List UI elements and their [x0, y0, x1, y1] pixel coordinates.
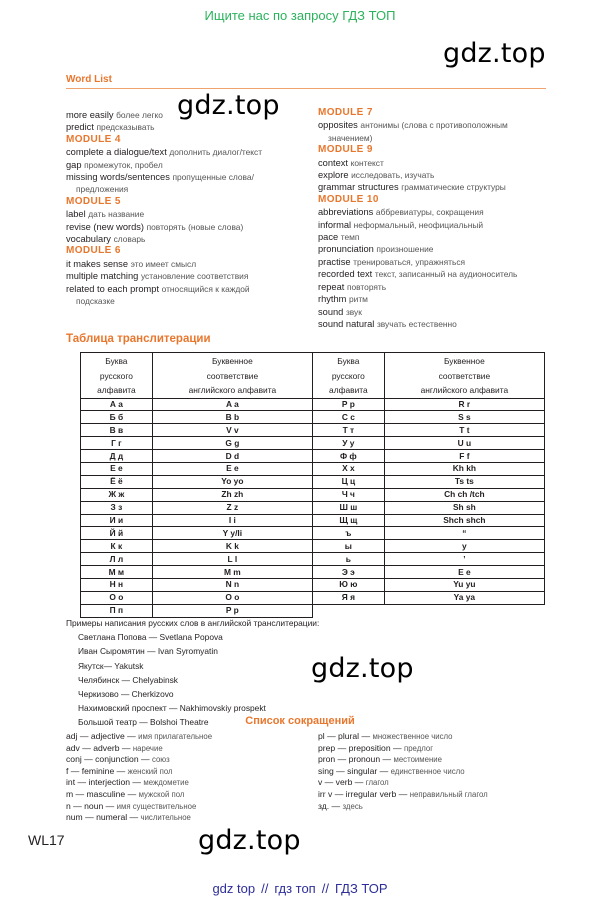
abbreviation-term: pron — pronoun —	[318, 754, 392, 765]
abbreviation-meaning: числительное	[140, 813, 191, 823]
table-cell: И и	[81, 514, 153, 527]
module-heading: MODULE 10	[318, 193, 379, 205]
table-cell: R r	[384, 398, 544, 411]
word-entry	[318, 181, 558, 193]
word-translation: повторять (новые слова)	[146, 221, 244, 232]
word-entry	[318, 119, 558, 144]
word-english: opposites	[318, 120, 358, 131]
table-cell: А а	[81, 398, 153, 411]
abbreviation-term: irr v — irregular verb —	[318, 788, 408, 799]
example-item: Нахимовский проспект — Nakhimovskiy prospekt	[78, 703, 266, 714]
abbreviation-entry	[66, 731, 212, 743]
promo-banner-bottom[interactable]	[0, 881, 600, 896]
abbreviation-term: num — numeral —	[66, 812, 139, 823]
abbreviation-entry	[66, 789, 212, 801]
table-cell: Л л	[81, 553, 153, 566]
abbreviation-meaning: междометие	[143, 778, 189, 788]
table-cell: К к	[81, 540, 153, 553]
table-cell: У у	[312, 437, 384, 450]
word-entry	[318, 243, 558, 255]
word-list-right-column	[318, 107, 558, 330]
word-translation: произношение	[376, 244, 434, 255]
table-header-cell	[152, 353, 312, 399]
abbreviation-term: зд. —	[318, 800, 341, 811]
translit-table	[80, 352, 545, 618]
table-cell: О о	[81, 591, 153, 604]
table-cell: Shch shch	[384, 514, 544, 527]
example-item: Якутск— Yakutsk	[78, 660, 144, 671]
word-english: pace	[318, 232, 339, 243]
word-english: sound	[318, 306, 344, 317]
abbreviation-term: pl — plural —	[318, 731, 371, 741]
table-cell: ы	[312, 540, 384, 553]
abbreviation-meaning: единственное число	[390, 766, 465, 776]
header-line: русского	[99, 370, 133, 381]
module-heading: MODULE 6	[66, 245, 121, 257]
abbreviation-entry	[66, 743, 212, 755]
word-translation: это имеет смысл	[130, 258, 197, 269]
module-heading: MODULE 9	[318, 144, 373, 156]
header-line: английского алфавита	[188, 385, 277, 395]
word-english: informal	[318, 219, 352, 230]
word-translation: неформальный, неофициальный	[353, 219, 484, 230]
translit-table-title: Таблица транслитерации	[66, 333, 211, 345]
word-english: label	[66, 209, 86, 220]
abbreviation-term: f — feminine —	[66, 765, 126, 776]
table-cell: Ч ч	[312, 488, 384, 501]
abbreviation-meaning: множественное число	[372, 732, 453, 741]
table-cell: Т т	[312, 424, 384, 437]
example-item: Иван Сыромятин — Ivan Syromyatin	[78, 646, 218, 657]
word-english: missing words/sentences	[66, 172, 170, 183]
header-line: алфавита	[329, 385, 368, 395]
abbreviation-entry	[66, 812, 212, 824]
word-translation-cont: значением)	[328, 132, 373, 143]
example-item: Черкизово — Cherkizovo	[78, 689, 174, 700]
word-translation: словарь	[113, 234, 146, 245]
abbreviation-meaning: предлог	[403, 743, 434, 753]
header-line: соответствие	[206, 370, 259, 381]
module-heading: MODULE 4	[66, 133, 121, 145]
word-entry	[318, 318, 558, 330]
table-cell: F f	[384, 450, 544, 463]
watermark: gdz.top	[443, 38, 546, 69]
table-cell: O o	[152, 591, 312, 604]
word-english: more easily	[66, 110, 114, 120]
abbreviation-meaning: имя существительное	[116, 801, 197, 811]
word-english: abbreviations	[318, 207, 374, 218]
abbreviation-entry	[66, 754, 212, 766]
table-cell: ъ	[312, 527, 384, 540]
word-translation: звук	[345, 306, 362, 317]
word-translation: тренироваться, упражняться	[353, 256, 466, 267]
table-cell: U u	[384, 437, 544, 450]
table-cell: Ts ts	[384, 475, 544, 488]
word-translation: дополнить диалог/текст	[169, 147, 263, 158]
header-line: Буква	[337, 356, 360, 366]
word-english: grammar structures	[318, 182, 399, 193]
word-english: it makes sense	[66, 258, 129, 269]
header-line: Буква	[105, 356, 128, 366]
header-line: соответствие	[438, 370, 491, 381]
table-row	[81, 398, 545, 411]
word-translation: повторять	[346, 281, 387, 292]
abbreviation-entry	[318, 743, 488, 755]
table-cell: N n	[152, 578, 312, 591]
word-entry	[66, 146, 316, 158]
table-cell: М м	[81, 566, 153, 579]
table-cell: Ё ё	[81, 475, 153, 488]
table-cell: Kh kh	[384, 462, 544, 475]
word-entry	[318, 268, 558, 280]
table-cell: Ch ch /tch	[384, 488, 544, 501]
table-cell: Щ щ	[312, 514, 384, 527]
watermark: gdz.top	[311, 653, 414, 684]
table-cell: “	[384, 527, 544, 540]
abbreviation-meaning: местоимение	[393, 755, 442, 765]
word-translation: пропущенные слова/	[172, 172, 254, 183]
abbreviation-entry	[318, 789, 488, 801]
word-english: revise (new words)	[66, 221, 145, 232]
table-cell: Х х	[312, 462, 384, 475]
word-translation: темп	[340, 232, 360, 243]
table-cell: Ф ф	[312, 450, 384, 463]
promo-link[interactable]: гдз топ	[274, 881, 316, 896]
word-entry	[66, 208, 316, 220]
abbreviation-meaning: имя прилагательное	[138, 732, 213, 741]
abbreviations-left	[66, 731, 212, 824]
table-cell: I i	[152, 514, 312, 527]
table-cell: P p	[152, 604, 312, 617]
abbreviation-meaning: наречие	[132, 743, 163, 753]
table-header-cell	[384, 353, 544, 399]
abbreviation-term: v — verb —	[318, 777, 364, 788]
table-cell: E e	[152, 462, 312, 475]
word-translation: предсказывать	[96, 122, 155, 133]
abbreviation-term: n — noun —	[66, 800, 115, 811]
promo-banner-top[interactable]: Ищите нас по запросу ГДЗ ТОП	[204, 8, 396, 23]
translit-examples	[66, 616, 319, 730]
word-entry	[318, 293, 558, 305]
word-translation: промежуток, пробел	[84, 159, 163, 170]
abbreviation-term: adv — adverb —	[66, 742, 131, 753]
word-entry	[318, 157, 558, 169]
example-item: Большой театр — Bolshoi Theatre	[78, 717, 209, 728]
word-english: repeat	[318, 281, 345, 292]
word-translation-cont: предложения	[76, 184, 129, 195]
table-row	[81, 527, 545, 540]
table-cell: L l	[152, 553, 312, 566]
table-cell: Е е	[81, 462, 153, 475]
word-entry	[318, 306, 558, 318]
table-cell: Б б	[81, 411, 153, 424]
example-item: Светлана Попова — Svetlana Popova	[78, 632, 223, 643]
header-line: английского алфавита	[420, 385, 509, 395]
abbreviations-right	[318, 731, 488, 812]
abbreviation-entry	[66, 766, 212, 778]
promo-link[interactable]: gdz top	[212, 881, 256, 896]
word-list-heading: Word List	[66, 74, 112, 85]
abbreviation-term: int — interjection —	[66, 777, 141, 788]
table-row	[81, 514, 545, 527]
abbreviation-meaning: неправильный глагол	[409, 789, 488, 799]
table-cell: A a	[152, 398, 312, 411]
table-cell: Z z	[152, 501, 312, 514]
table-cell: G g	[152, 437, 312, 450]
table-cell: Э э	[312, 566, 384, 579]
word-english: recorded text	[318, 269, 373, 280]
word-translation: ритм	[349, 294, 368, 305]
table-cell: Sh sh	[384, 501, 544, 514]
promo-link[interactable]: ГДЗ ТОР	[334, 881, 388, 896]
table-cell: Г г	[81, 437, 153, 450]
word-translation: грамматические структуры	[401, 182, 506, 193]
watermark: gdz.top	[198, 825, 301, 856]
word-translation: установление соответствия	[140, 271, 249, 282]
table-row	[81, 450, 545, 463]
table-cell: D d	[152, 450, 312, 463]
example-item: Челябинск — Chelyabinsk	[78, 674, 178, 685]
word-entry	[66, 159, 316, 171]
abbreviation-entry	[318, 731, 488, 743]
table-row	[81, 591, 545, 604]
header-line: русского	[331, 370, 365, 381]
promo-separator: //	[261, 881, 269, 896]
abbreviation-term: sing — singular —	[318, 765, 389, 776]
table-row	[81, 566, 545, 579]
abbreviation-entry	[318, 754, 488, 766]
module-heading: MODULE 5	[66, 195, 121, 207]
abbreviation-entry	[66, 801, 212, 813]
table-cell: З з	[81, 501, 153, 514]
abbreviation-term: m — masculine —	[66, 788, 137, 799]
word-entry	[66, 221, 316, 233]
abbreviation-meaning: мужской пол	[138, 789, 185, 799]
abbreviation-meaning: здесь	[342, 801, 363, 811]
abbreviation-term: conj — conjunction —	[66, 754, 150, 765]
table-header-cell	[312, 353, 384, 399]
word-translation: дать название	[88, 209, 145, 220]
table-row	[81, 578, 545, 591]
examples-intro: Примеры написания русских слов в английской транслитерации:	[66, 618, 320, 628]
table-cell: T t	[384, 424, 544, 437]
table-row	[81, 424, 545, 437]
word-english: vocabulary	[66, 234, 111, 245]
word-english: complete a dialogue/text	[66, 147, 167, 158]
word-translation: исследовать, изучать	[351, 170, 435, 181]
word-entry	[66, 233, 316, 245]
table-cell: Ж ж	[81, 488, 153, 501]
word-entry	[318, 206, 558, 218]
word-entry	[66, 258, 316, 270]
word-translation: более легко	[116, 110, 163, 120]
word-english: related to each prompt	[66, 283, 160, 294]
table-cell: С с	[312, 411, 384, 424]
word-entry	[318, 256, 558, 268]
word-translation: текст, записанный на аудионоситель	[374, 269, 518, 280]
table-cell: E e	[384, 566, 544, 579]
word-translation: контекст	[350, 157, 384, 168]
table-row	[81, 462, 545, 475]
table-cell: Ш ш	[312, 501, 384, 514]
table-cell: Ya ya	[384, 591, 544, 604]
word-translation-cont: подсказке	[76, 296, 115, 307]
word-entry	[318, 231, 558, 243]
abbreviation-meaning: глагол	[365, 778, 389, 788]
word-english: practise	[318, 256, 351, 267]
table-cell-empty	[312, 604, 544, 617]
table-row	[81, 540, 545, 553]
table-row	[81, 411, 545, 424]
table-row	[81, 488, 545, 501]
word-english: explore	[318, 170, 349, 181]
word-entry	[66, 121, 316, 133]
word-english: pronunciation	[318, 244, 374, 255]
word-entry	[66, 283, 316, 308]
promo-separator: //	[321, 881, 329, 896]
abbreviation-meaning: союз	[151, 755, 170, 765]
table-cell: Р р	[312, 398, 384, 411]
word-entry	[318, 169, 558, 181]
table-cell: M m	[152, 566, 312, 579]
table-cell: K k	[152, 540, 312, 553]
abbreviation-entry	[318, 801, 488, 813]
word-translation: относящийся к каждой	[161, 283, 250, 294]
word-entry	[318, 281, 558, 293]
word-english: gap	[66, 159, 82, 170]
table-cell: Ц ц	[312, 475, 384, 488]
abbreviations-title: Список сокращений	[245, 715, 355, 727]
word-english: multiple matching	[66, 271, 139, 282]
table-cell: y	[384, 540, 544, 553]
table-cell: Д д	[81, 450, 153, 463]
table-cell: V v	[152, 424, 312, 437]
word-translation: аббревиатуры, сокращения	[375, 207, 484, 218]
table-row	[81, 553, 545, 566]
abbreviation-entry	[318, 766, 488, 778]
abbreviation-term: prep — preposition —	[318, 742, 402, 753]
table-row	[81, 475, 545, 488]
table-cell: Ю ю	[312, 578, 384, 591]
table-cell: Я я	[312, 591, 384, 604]
header-line: Буквенное	[211, 356, 253, 366]
table-row	[81, 501, 545, 514]
word-entry	[66, 270, 316, 282]
table-cell: Zh zh	[152, 488, 312, 501]
table-cell: Yo yo	[152, 475, 312, 488]
module-heading: MODULE 7	[318, 107, 373, 118]
watermark: gdz.top	[177, 90, 280, 121]
table-cell: Й й	[81, 527, 153, 540]
table-cell: Yu yu	[384, 578, 544, 591]
table-cell: П п	[81, 604, 153, 617]
table-header-cell	[81, 353, 153, 399]
word-english: context	[318, 157, 348, 168]
page-number: WL17	[28, 832, 65, 848]
header-line: алфавита	[97, 385, 136, 395]
word-list-left-column	[66, 109, 316, 308]
word-translation: звучать естественно	[376, 318, 457, 329]
abbreviation-entry	[66, 777, 212, 789]
abbreviation-entry	[318, 777, 488, 789]
table-cell: Н н	[81, 578, 153, 591]
word-translation: антонимы (слова с противоположным	[360, 120, 508, 131]
abbreviation-meaning: женский пол	[127, 766, 173, 776]
word-entry	[66, 171, 316, 196]
table-row	[81, 437, 545, 450]
word-english: predict	[66, 122, 94, 133]
table-cell: ь	[312, 553, 384, 566]
table-cell: ’	[384, 553, 544, 566]
table-cell: B b	[152, 411, 312, 424]
table-cell: В в	[81, 424, 153, 437]
header-line: Буквенное	[443, 356, 485, 366]
table-cell: Y y/Ii	[152, 527, 312, 540]
word-english: rhythm	[318, 294, 347, 305]
heading-divider	[66, 88, 546, 89]
word-english: sound natural	[318, 318, 375, 329]
word-entry	[318, 219, 558, 231]
table-cell: S s	[384, 411, 544, 424]
abbreviation-term: adj — adjective —	[66, 731, 136, 741]
